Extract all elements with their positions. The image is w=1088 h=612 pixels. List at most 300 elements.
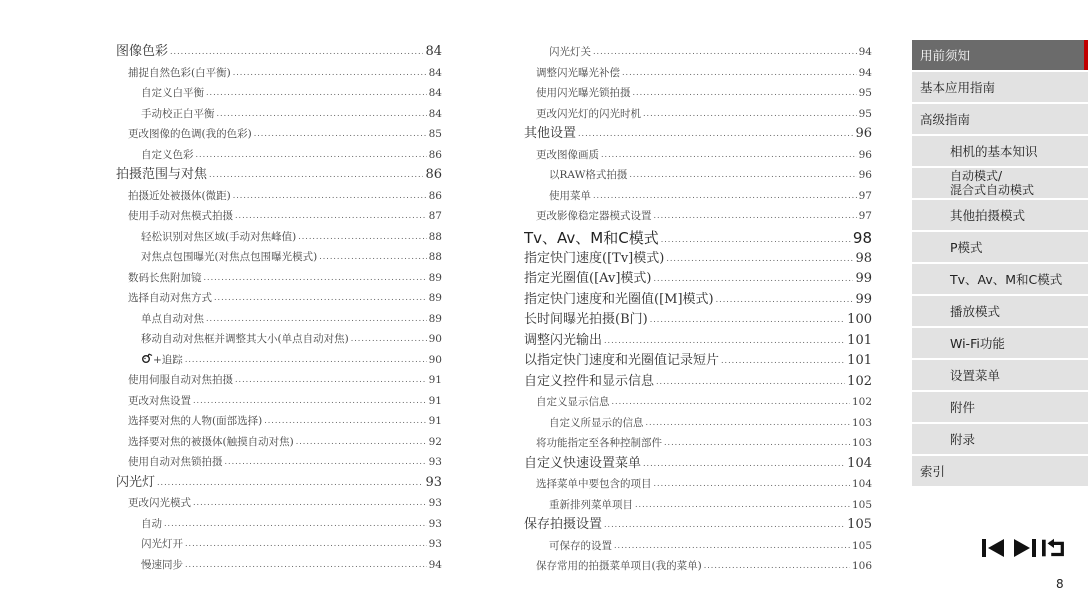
toc-entry[interactable]	[524, 249, 872, 270]
dot-leader	[716, 290, 854, 311]
toc-entry-label: 拍摄近处被摄体(微距)	[128, 189, 231, 202]
toc-page-number: 103	[851, 437, 872, 449]
toc-entry-title	[141, 309, 204, 330]
toc-entry[interactable]	[524, 536, 872, 557]
toc-entry-label: 拍摄范围与对焦	[116, 167, 208, 182]
dot-leader	[601, 145, 857, 166]
dot-leader	[654, 474, 850, 495]
toc-page-number: 93	[425, 474, 442, 490]
toc-entry[interactable]	[116, 124, 442, 145]
sidebar-item-label: 基本应用指南	[920, 80, 996, 95]
dot-leader	[235, 370, 427, 391]
toc-entry-title	[524, 372, 654, 393]
toc-entry-label: 数码长焦附加镜	[128, 271, 202, 284]
toc-page-number: 94	[428, 558, 442, 571]
toc-entry-title	[116, 42, 168, 63]
toc-entry-title	[536, 63, 620, 84]
toc-page-number: 104	[851, 478, 872, 490]
toc-entry[interactable]	[116, 104, 442, 125]
toc-page-number: 99	[855, 291, 872, 307]
toc-entry-title	[128, 452, 223, 473]
sidebar-item[interactable]	[912, 296, 1088, 326]
sidebar-item-label: Tv、Av、M和C模式	[950, 272, 1063, 287]
sidebar-item[interactable]	[912, 456, 1088, 486]
toc-entry-label: 捕捉自然色彩(白平衡)	[128, 66, 231, 79]
dot-leader	[185, 555, 427, 576]
dot-leader	[254, 124, 427, 145]
toc-entry[interactable]	[524, 269, 872, 290]
toc-entry-label: 更改图像画质	[536, 148, 599, 161]
dot-leader	[721, 351, 845, 372]
toc-entry-label: 慢速同步	[141, 558, 183, 571]
toc-entry-title	[536, 474, 652, 495]
toc-entry-label: 指定快门速度([Tv]模式)	[524, 250, 665, 266]
toc-entry-title	[141, 247, 317, 268]
sidebar-item[interactable]	[912, 72, 1088, 102]
dot-leader	[578, 124, 853, 145]
dot-leader	[185, 534, 427, 555]
toc-entry[interactable]	[524, 515, 872, 536]
sidebar-item[interactable]	[912, 424, 1088, 454]
toc-page-number: 96	[858, 169, 872, 181]
toc-entry-title	[524, 351, 719, 372]
toc-page-number: 93	[428, 497, 442, 509]
sidebar-item-label: 自动模式/ 混合式自动模式	[950, 169, 1035, 197]
sidebar-item[interactable]	[912, 168, 1088, 198]
toc-entry-label: 指定快门速度和光圈值([M]模式)	[524, 291, 714, 307]
sidebar-item-label: 高级指南	[920, 112, 971, 127]
dot-leader	[629, 165, 856, 186]
toc-entry-title	[128, 63, 231, 84]
sidebar-item-label: 附录	[950, 432, 976, 447]
toc-left-column	[116, 42, 442, 575]
toc-entry-label: 更改图像的色调(我的色彩)	[128, 128, 252, 140]
toc-entry-title	[524, 310, 648, 331]
toc-entry[interactable]	[524, 206, 872, 227]
toc-page-number: 98	[855, 250, 872, 266]
toc-entry[interactable]	[524, 42, 872, 63]
toc-entry-label: 使用菜单	[549, 189, 591, 202]
dot-leader	[264, 411, 426, 432]
toc-entry-label: 手动校正白平衡	[141, 107, 215, 120]
dot-leader	[604, 515, 845, 536]
toc-entry-title	[549, 186, 591, 207]
sidebar-item[interactable]	[912, 40, 1088, 70]
return-arrow-icon	[1042, 537, 1066, 559]
toc-entry-label: 对焦点包围曝光(对焦点包围曝光模式)	[141, 251, 318, 263]
toc-entry-label: 选择要对焦的人物(面部选择)	[128, 415, 263, 427]
toc-page-number: 98	[852, 228, 872, 247]
toc-page-number: 95	[858, 107, 872, 120]
toc-entry-label: Tv、Av、M和C模式	[524, 228, 659, 247]
sidebar-item-label: 相机的基本知识	[950, 144, 1038, 159]
toc-page-number: 93	[428, 517, 442, 530]
page-navigation	[982, 537, 1066, 559]
toc-entry[interactable]	[116, 186, 442, 207]
face-tracking-icon	[141, 354, 153, 366]
toc-entry[interactable]	[116, 391, 442, 412]
dot-leader	[654, 269, 854, 290]
toc-entry-label: 自定义显示信息	[536, 396, 610, 408]
dot-leader	[593, 42, 857, 63]
dot-leader	[650, 310, 845, 331]
dot-leader	[622, 63, 857, 84]
sidebar-item[interactable]	[912, 104, 1088, 134]
toc-entry-title	[128, 206, 233, 227]
toc-page-number: 84	[428, 66, 442, 79]
toc-entry-label: 保存常用的拍摄菜单项目(我的菜单)	[536, 560, 702, 572]
toc-page-number: 97	[858, 210, 872, 222]
page-number: 8	[1056, 577, 1064, 591]
toc-entry[interactable]	[524, 474, 872, 495]
toc-page-number: 86	[425, 167, 442, 182]
toc-page-number: 88	[428, 230, 442, 243]
sidebar-item[interactable]	[912, 328, 1088, 358]
toc-entry-label: 调整闪光曝光补偿	[536, 66, 620, 79]
toc-entry[interactable]	[116, 63, 442, 84]
toc-entry[interactable]	[116, 42, 442, 63]
toc-entry[interactable]	[116, 83, 442, 104]
toc-entry-title	[524, 331, 602, 352]
toc-entry[interactable]	[116, 288, 442, 309]
toc-entry-label: 移动自动对焦框并调整其大小(单点自动对焦)	[141, 333, 349, 345]
toc-page-number: 91	[428, 415, 442, 427]
toc-entry-title	[549, 42, 591, 63]
dot-leader	[217, 104, 427, 125]
toc-entry[interactable]	[524, 124, 872, 145]
toc-entry-label: 其他设置	[524, 126, 577, 141]
sidebar-item-label: 用前须知	[920, 48, 971, 63]
toc-entry-title	[128, 288, 212, 309]
sidebar-item-label: 设置菜单	[950, 368, 1001, 383]
toc-entry-label: 指定光圈值([Av]模式)	[524, 271, 652, 286]
dot-leader	[164, 514, 427, 535]
sidebar-item-label: 播放模式	[950, 304, 1001, 319]
sidebar-item[interactable]	[912, 360, 1088, 390]
toc-entry-title	[116, 473, 155, 494]
dot-leader	[664, 433, 850, 454]
dot-leader	[604, 331, 845, 352]
toc-entry[interactable]	[524, 145, 872, 166]
toc-entry[interactable]	[116, 514, 442, 535]
sidebar-item-label: 其他拍摄模式	[950, 208, 1026, 223]
toc-entry-label: 自定义所显示的信息	[549, 416, 644, 429]
toc-entry-title	[116, 165, 207, 186]
toc-entry-label: 闪光灯关	[549, 46, 591, 58]
toc-entry[interactable]	[524, 186, 872, 207]
toc-entry[interactable]	[524, 290, 872, 311]
toc-entry-label: 使用手动对焦模式拍摄	[128, 210, 233, 222]
toc-entry[interactable]	[524, 372, 872, 393]
next-page-button[interactable]	[1012, 537, 1036, 559]
toc-page-number: 88	[428, 251, 442, 263]
toc-entry-label: 可保存的设置	[549, 539, 612, 552]
toc-entry-label: 自动	[141, 517, 162, 530]
toc-entry[interactable]	[524, 413, 872, 434]
toc-page-number: 102	[847, 373, 872, 389]
dot-leader	[612, 392, 850, 413]
toc-page-number: 89	[428, 271, 442, 284]
toc-page-number: 93	[428, 538, 442, 550]
sidebar-item[interactable]	[912, 392, 1088, 422]
dot-leader	[170, 42, 423, 63]
toc-page-number: 106	[851, 560, 872, 572]
toc-entry-label: 图像色彩	[116, 44, 169, 59]
toc-entry-title	[524, 454, 641, 475]
toc-entry-label: 闪光灯	[116, 474, 156, 490]
sidebar-item-label: 索引	[920, 464, 946, 479]
toc-page-number: 94	[858, 66, 872, 79]
toc-entry[interactable]	[524, 392, 872, 413]
sidebar-item-label: P模式	[950, 240, 983, 255]
return-button[interactable]	[1042, 537, 1066, 559]
toc-entry-title	[524, 249, 664, 270]
dot-leader	[656, 372, 845, 393]
chapter-sidebar	[912, 40, 1088, 488]
toc-entry-title	[524, 290, 714, 311]
toc-page-number: 90	[428, 353, 442, 366]
toc-page-number: 84	[428, 87, 442, 99]
toc-entry-label: 自定义快速设置菜单	[524, 455, 642, 471]
toc-entry[interactable]	[524, 104, 872, 125]
dot-leader	[209, 165, 423, 186]
toc-page-number: 84	[425, 44, 442, 59]
toc-entry-label: 使用闪光曝光锁拍摄	[536, 87, 631, 99]
toc-entry-title	[128, 411, 262, 432]
toc-entry-title	[128, 493, 191, 514]
toc-entry-label: 自定义色彩	[141, 148, 194, 161]
toc-page-number: 90	[428, 333, 442, 345]
toc-entry-label: 保存拍摄设置	[524, 517, 603, 532]
dot-leader	[319, 247, 426, 268]
toc-entry-label: 使用自动对焦锁拍摄	[128, 456, 223, 468]
toc-entry-title	[536, 206, 652, 227]
toc-page-number: 101	[847, 332, 872, 348]
toc-page-number: 103	[851, 416, 872, 429]
dot-leader	[646, 413, 850, 434]
dot-leader	[225, 452, 427, 473]
toc-page-number: 104	[847, 455, 872, 471]
toc-page-number: 84	[428, 107, 442, 120]
dot-leader	[196, 145, 427, 166]
toc-entry[interactable]	[524, 227, 872, 249]
toc-entry-title	[549, 165, 627, 186]
toc-entry-label: 选择自动对焦方式	[128, 292, 212, 304]
toc-entry[interactable]	[524, 495, 872, 516]
toc-entry[interactable]	[524, 310, 872, 331]
toc-page-number: 89	[428, 292, 442, 304]
dot-leader	[635, 495, 850, 516]
toc-entry-title	[141, 534, 183, 555]
toc-page-number: 105	[847, 517, 872, 532]
triangle-left-icon	[982, 537, 1006, 559]
dot-leader	[206, 83, 427, 104]
toc-right-column	[524, 42, 872, 577]
toc-entry[interactable]	[116, 350, 442, 371]
toc-entry-label: 选择要对焦的被摄体(触摸自动对焦)	[128, 435, 294, 448]
dot-leader	[185, 350, 427, 371]
toc-entry-title	[524, 269, 652, 290]
toc-entry[interactable]	[116, 309, 442, 330]
dot-leader	[193, 493, 427, 514]
toc-entry-title	[128, 186, 231, 207]
dot-leader	[214, 288, 427, 309]
dot-leader	[643, 454, 845, 475]
toc-entry[interactable]	[116, 432, 442, 453]
toc-entry[interactable]	[116, 370, 442, 391]
toc-entry[interactable]	[116, 534, 442, 555]
toc-page-number: 93	[428, 456, 442, 468]
toc-entry[interactable]	[524, 63, 872, 84]
toc-entry[interactable]	[524, 556, 872, 577]
toc-page-number: 86	[428, 189, 442, 202]
toc-entry-label: 以指定快门速度和光圈值记录短片	[524, 353, 720, 368]
toc-entry-label: +追踪	[153, 353, 183, 366]
toc-entry[interactable]	[116, 555, 442, 576]
sidebar-item-label: Wi-Fi功能	[950, 336, 1005, 351]
toc-entry-title	[128, 432, 294, 453]
toc-entry-title	[141, 104, 215, 125]
toc-entry-title	[141, 350, 183, 371]
toc-page-number: 96	[858, 148, 872, 161]
toc-entry-label: 自定义控件和显示信息	[524, 373, 655, 389]
toc-entry-title	[128, 268, 202, 289]
toc-entry-label: 更改对焦设置	[128, 394, 191, 407]
toc-entry-label: 自定义白平衡	[141, 87, 204, 99]
triangle-right-icon	[1012, 537, 1036, 559]
toc-page-number: 101	[847, 353, 872, 368]
toc-page-number: 87	[428, 210, 442, 222]
toc-entry-title	[549, 413, 644, 434]
toc-entry[interactable]	[116, 227, 442, 248]
toc-page-number: 92	[428, 435, 442, 448]
toc-page-number: 97	[858, 189, 872, 202]
toc-entry[interactable]	[524, 165, 872, 186]
toc-page-number: 105	[851, 498, 872, 511]
toc-entry-title	[536, 392, 610, 413]
toc-entry[interactable]	[116, 268, 442, 289]
dot-leader	[296, 432, 427, 453]
toc-entry-title	[141, 83, 204, 104]
toc-page-number: 96	[855, 126, 872, 141]
dot-leader	[654, 206, 857, 227]
toc-page-number: 95	[858, 87, 872, 99]
toc-entry-title	[141, 145, 194, 166]
toc-entry-title	[549, 495, 633, 516]
toc-page-number: 94	[858, 46, 872, 58]
dot-leader	[643, 104, 857, 125]
dot-leader	[633, 83, 857, 104]
sidebar-item[interactable]	[912, 136, 1088, 166]
toc-entry[interactable]	[116, 473, 442, 494]
previous-page-button[interactable]	[982, 537, 1006, 559]
toc-entry-title	[536, 145, 599, 166]
toc-entry[interactable]	[524, 454, 872, 475]
dot-leader	[704, 556, 850, 577]
toc-page-number: 102	[851, 396, 872, 408]
toc-page-number: 91	[428, 374, 442, 386]
toc-entry-title	[141, 555, 183, 576]
toc-entry-title	[549, 536, 612, 557]
sidebar-item[interactable]	[912, 200, 1088, 230]
toc-entry-label: 使用伺服自动对焦拍摄	[128, 374, 233, 386]
toc-entry[interactable]	[524, 331, 872, 352]
toc-entry[interactable]	[116, 165, 442, 186]
toc-page-number: 99	[855, 271, 872, 286]
toc-entry-title	[536, 83, 631, 104]
dot-leader	[193, 391, 427, 412]
toc-page-number: 100	[847, 312, 872, 327]
dot-leader	[614, 536, 850, 557]
dot-leader	[157, 473, 423, 494]
toc-entry-title	[128, 391, 191, 412]
toc-entry-label: 选择菜单中要包含的项目	[536, 478, 652, 490]
dot-leader	[206, 309, 427, 330]
toc-entry-title	[141, 329, 349, 350]
dot-leader	[235, 206, 427, 227]
toc-entry-title	[128, 370, 233, 391]
toc-entry[interactable]	[116, 452, 442, 473]
toc-entry-title	[524, 227, 659, 249]
toc-entry[interactable]	[116, 411, 442, 432]
toc-page-number: 91	[428, 394, 442, 407]
dot-leader	[233, 186, 427, 207]
toc-entry[interactable]	[524, 83, 872, 104]
dot-leader	[351, 329, 427, 350]
toc-page-number: 86	[428, 148, 442, 161]
toc-entry-label: 以RAW格式拍摄	[549, 169, 628, 181]
sidebar-item[interactable]	[912, 264, 1088, 294]
toc-entry-title	[536, 104, 641, 125]
toc-entry-title	[524, 515, 602, 536]
sidebar-item-label: 附件	[950, 400, 976, 415]
toc-page-number: 89	[428, 312, 442, 325]
dot-leader	[233, 63, 427, 84]
toc-entry-label: 重新排列菜单项目	[549, 498, 633, 511]
toc-entry-label: 轻松识别对焦区域(手动对焦峰值)	[141, 230, 297, 243]
toc-entry-label: 闪光灯开	[141, 538, 183, 550]
toc-entry-label: 更改闪光灯的闪光时机	[536, 107, 641, 120]
toc-entry-title	[141, 227, 296, 248]
toc-entry[interactable]	[524, 351, 872, 372]
toc-entry-title	[141, 514, 162, 535]
sidebar-item[interactable]	[912, 232, 1088, 262]
toc-entry[interactable]	[524, 433, 872, 454]
toc-entry-title	[524, 124, 576, 145]
toc-entry-title	[128, 124, 252, 145]
toc-page-number: 105	[851, 539, 872, 552]
toc-entry-label: 长时间曝光拍摄(B门)	[524, 312, 648, 327]
toc-entry[interactable]	[116, 206, 442, 227]
dot-leader	[298, 227, 426, 248]
toc-entry-label: 更改影像稳定器模式设置	[536, 210, 652, 222]
toc-entry-label: 单点自动对焦	[141, 312, 204, 325]
toc-entry-label: 更改闪光模式	[128, 497, 191, 509]
dot-leader	[666, 249, 853, 270]
dot-leader	[593, 186, 857, 207]
toc-entry[interactable]	[116, 145, 442, 166]
toc-entry[interactable]	[116, 247, 442, 268]
toc-entry-label: 将功能指定至各种控制部件	[536, 437, 662, 449]
dot-leader	[661, 229, 851, 249]
dot-leader	[204, 268, 427, 289]
toc-entry[interactable]	[116, 493, 442, 514]
toc-entry-title	[536, 556, 702, 577]
toc-page-number: 85	[428, 128, 442, 140]
toc-entry[interactable]	[116, 329, 442, 350]
toc-entry-title	[536, 433, 662, 454]
toc-entry-label: 调整闪光输出	[524, 332, 603, 348]
